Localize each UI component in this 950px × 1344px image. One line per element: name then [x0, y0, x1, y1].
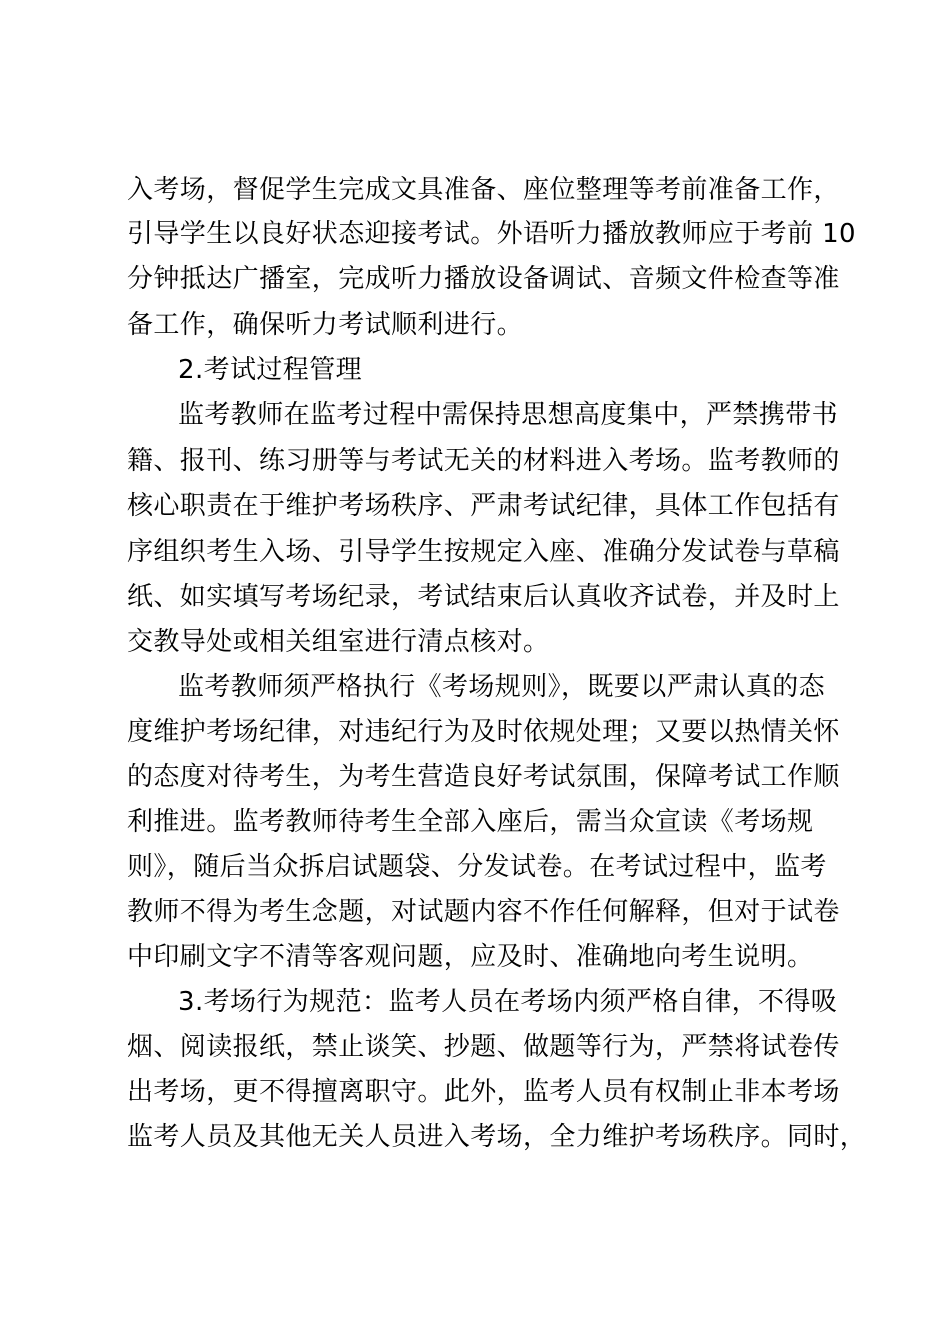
text-line: 纸、如实填写考场纪录，考试结束后认真收齐试卷，并及时上	[127, 582, 840, 612]
text-line: 入考场，督促学生完成文具准备、座位整理等考前准备工作，	[127, 175, 840, 205]
text-line: 出考场，更不得擅离职守。此外，监考人员有权制止非本考场	[127, 1077, 840, 1107]
text-line: 核心职责在于维护考场秩序、严肃考试纪律，具体工作包括有	[127, 491, 840, 521]
text-line: 监考教师在监考过程中需保持思想高度集中，严禁携带书	[178, 400, 839, 430]
text-line: 分钟抵达广播室，完成听力播放设备调试、音频文件检查等准	[127, 264, 840, 294]
text-line: 监考人员及其他无关人员进入考场，全力维护考场秩序。同时，	[127, 1122, 867, 1152]
text-line: 监考教师须严格执行《考场规则》，既要以严肃认真的态	[178, 672, 826, 702]
text-line: 教师不得为考生念题，对试题内容不作任何解释，但对于试卷	[127, 897, 840, 927]
text-line: 中印刷文字不清等客观问题，应及时、准确地向考生说明。	[127, 942, 814, 972]
text-line: 度维护考场纪律，对违纪行为及时依规处理；又要以热情关怀	[127, 717, 840, 747]
text-line: 利推进。监考教师待考生全部入座后，需当众宣读《考场规	[127, 807, 814, 837]
text-line: 3.考场行为规范：监考人员在考场内须严格自律，不得吸	[178, 987, 838, 1017]
text-line: 引导学生以良好状态迎接考试。外语听力播放教师应于考前 10	[127, 219, 856, 249]
section-heading: 2.考试过程管理	[178, 355, 363, 385]
text-line: 的态度对待考生，为考生营造良好考试氛围，保障考试工作顺	[127, 762, 840, 792]
text-line: 烟、阅读报纸，禁止谈笑、抄题、做题等行为，严禁将试卷传	[127, 1032, 840, 1062]
text-line: 备工作，确保听力考试顺利进行。	[127, 310, 524, 340]
text-line: 籍、报刊、练习册等与考试无关的材料进入考场。监考教师的	[127, 446, 840, 476]
text-line: 交教导处或相关组室进行清点核对。	[127, 627, 550, 657]
text-line: 则》，随后当众拆启试题袋、分发试卷。在考试过程中，监考	[127, 852, 827, 882]
text-line: 序组织考生入场、引导学生按规定入座、准确分发试卷与草稿	[127, 537, 840, 567]
